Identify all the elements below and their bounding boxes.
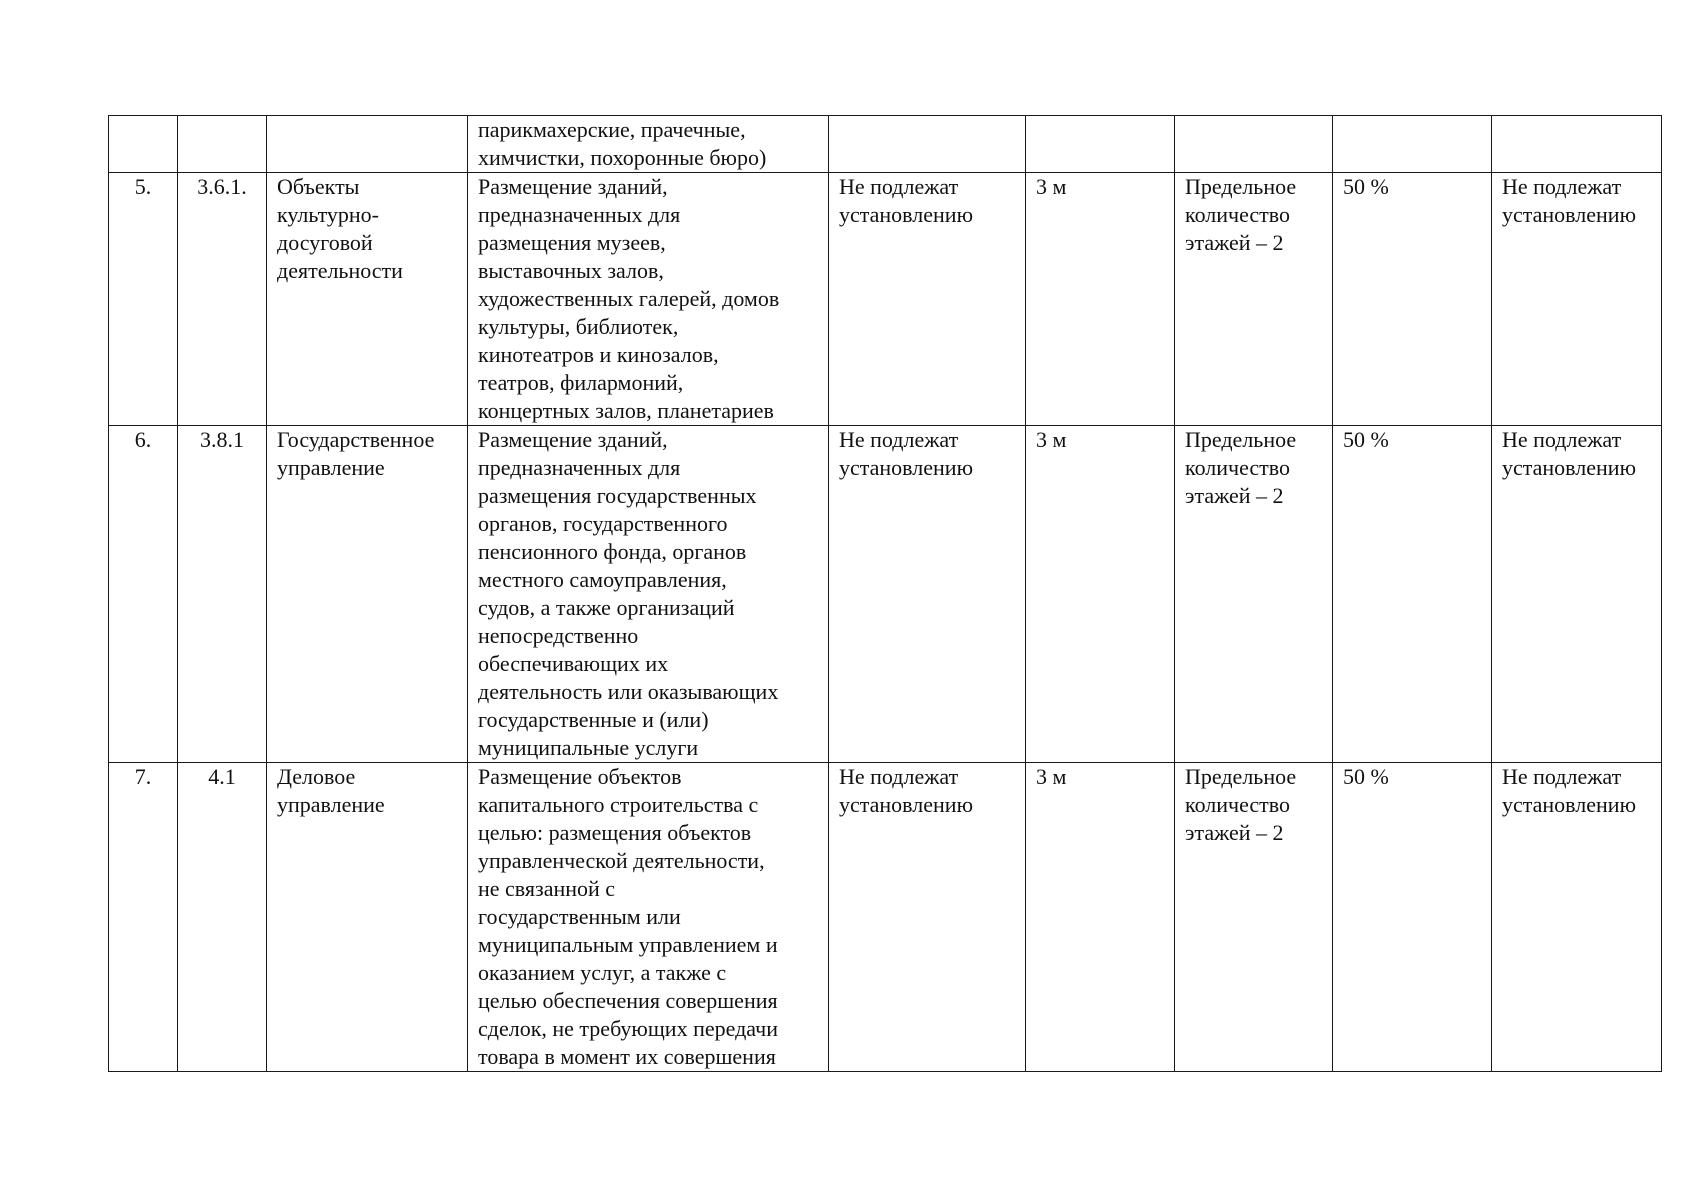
table-row xyxy=(109,763,1662,1072)
row-number-cell: 7. xyxy=(109,763,178,1072)
code-cell xyxy=(178,116,267,173)
name-cell: Деловое управление xyxy=(267,763,468,1072)
coverage-cell: 50 % xyxy=(1333,763,1492,1072)
description-cell: Размещение зданий, предназначенных для размещения музеев, выставочных залов, художественных галерей, домов культуры, библиотек, кинотеатров и кинозалов, театров, филармоний, концертных залов, планетариев xyxy=(468,173,829,426)
param-a-cell: Не подлежат установлению xyxy=(829,426,1026,763)
param-b-cell: Не подлежат установлению xyxy=(1492,173,1662,426)
table-row xyxy=(109,173,1662,426)
setback-cell: 3 м xyxy=(1026,426,1175,763)
name-cell xyxy=(267,116,468,173)
floors-cell xyxy=(1175,116,1333,173)
table-row xyxy=(109,426,1662,763)
setback-cell: 3 м xyxy=(1026,173,1175,426)
code-cell: 3.8.1 xyxy=(178,426,267,763)
description-cell: парикмахерские, прачечные, химчистки, похоронные бюро) xyxy=(468,116,829,173)
floors-cell: Предельное количество этажей – 2 xyxy=(1175,763,1333,1072)
coverage-cell xyxy=(1333,116,1492,173)
param-b-cell: Не подлежат установлению xyxy=(1492,763,1662,1072)
row-number-cell xyxy=(109,116,178,173)
param-a-cell xyxy=(829,116,1026,173)
setback-cell: 3 м xyxy=(1026,763,1175,1072)
floors-cell: Предельное количество этажей – 2 xyxy=(1175,426,1333,763)
code-cell: 4.1 xyxy=(178,763,267,1072)
row-number-cell: 5. xyxy=(109,173,178,426)
table-row xyxy=(109,116,1662,173)
param-a-cell: Не подлежат установлению xyxy=(829,763,1026,1072)
code-cell: 3.6.1. xyxy=(178,173,267,426)
param-b-cell: Не подлежат установлению xyxy=(1492,426,1662,763)
name-cell: Объекты культурно- досуговой деятельности xyxy=(267,173,468,426)
coverage-cell: 50 % xyxy=(1333,173,1492,426)
row-number-cell: 6. xyxy=(109,426,178,763)
setback-cell xyxy=(1026,116,1175,173)
name-cell: Государственное управление xyxy=(267,426,468,763)
floors-cell: Предельное количество этажей – 2 xyxy=(1175,173,1333,426)
land-use-table xyxy=(108,115,1662,1072)
description-cell: Размещение зданий, предназначенных для размещения государственных органов, государственного пенсионного фонда, органов местного самоуправления, судов, а также организаций непосредственно обеспечивающих их деятельность или оказывающих государственные и (или) муниципальные услуги xyxy=(468,426,829,763)
coverage-cell: 50 % xyxy=(1333,426,1492,763)
description-cell: Размещение объектов капитального строительства с целью: размещения объектов управленческой деятельности, не связанной с государственным или муниципальным управлением и оказанием услуг, а также с целью обеспечения совершения сделок, не требующих передачи товара в момент их совершения xyxy=(468,763,829,1072)
param-b-cell xyxy=(1492,116,1662,173)
param-a-cell: Не подлежат установлению xyxy=(829,173,1026,426)
